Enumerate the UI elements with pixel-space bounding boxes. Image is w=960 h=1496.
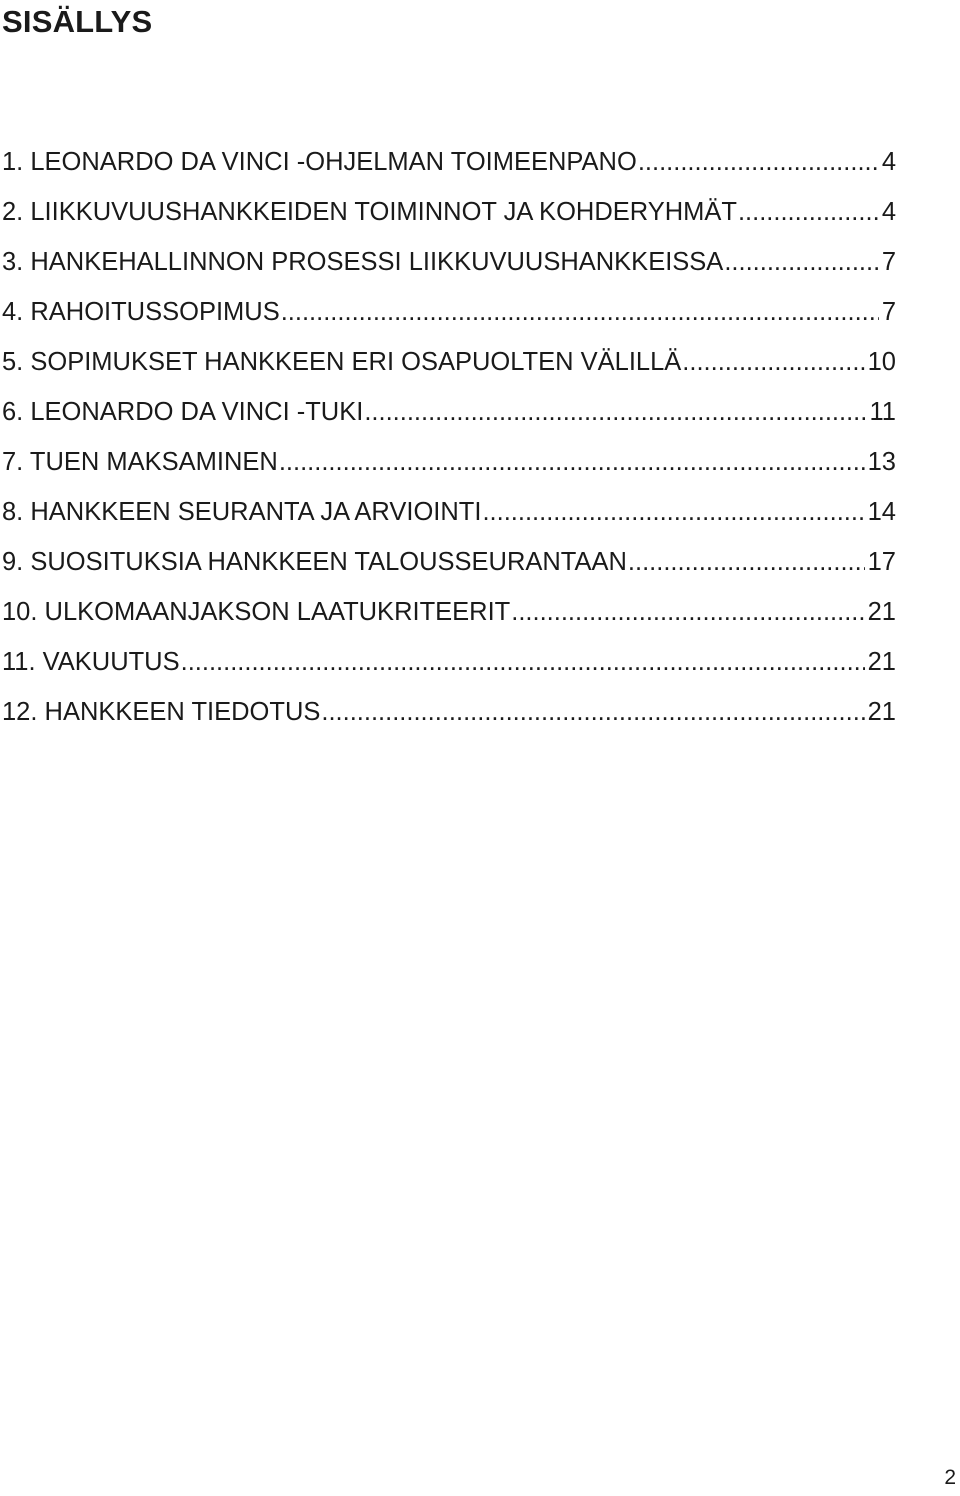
toc-entry[interactable]: [2, 190, 896, 240]
toc-entry-page: 14: [867, 498, 896, 526]
toc-entry[interactable]: [2, 340, 896, 390]
toc-entry-page: 13: [867, 448, 896, 476]
toc-dot-leader: [511, 590, 864, 634]
toc-entry-label: 7. TUEN MAKSAMINEN: [2, 448, 278, 476]
toc-entry-label: 2. LIIKKUVUUSHANKKEIDEN TOIMINNOT JA KOHDERYHMÄT: [2, 198, 737, 226]
toc-entry-page: 4: [881, 198, 896, 226]
toc-entry[interactable]: [2, 390, 896, 440]
toc-entry[interactable]: [2, 690, 896, 740]
toc-entry-page: 7: [881, 298, 896, 326]
toc-entry-label: 8. HANKKEEN SEURANTA JA ARVIOINTI: [2, 498, 482, 526]
table-of-contents: [2, 140, 896, 740]
toc-dot-leader: [321, 690, 864, 734]
toc-dot-leader: [279, 440, 865, 484]
toc-dot-leader: [628, 540, 865, 584]
toc-entry-label: 3. HANKEHALLINNON PROSESSI LIIKKUVUUSHANKKEISSA: [2, 248, 724, 276]
toc-entry[interactable]: [2, 140, 896, 190]
toc-entry-label: 11. VAKUUTUS: [2, 648, 180, 676]
toc-dot-leader: [682, 340, 864, 384]
toc-entry-page: 4: [881, 148, 896, 176]
toc-entry-label: 1. LEONARDO DA VINCI -OHJELMAN TOIMEENPANO: [2, 148, 637, 176]
toc-entry-label: 12. HANKKEEN TIEDOTUS: [2, 698, 321, 726]
toc-dot-leader: [482, 490, 864, 534]
toc-entry-page: 11: [869, 398, 896, 426]
toc-entry[interactable]: [2, 240, 896, 290]
toc-dot-leader: [181, 640, 865, 684]
toc-entry-label: 4. RAHOITUSSOPIMUS: [2, 298, 280, 326]
toc-entry[interactable]: [2, 590, 896, 640]
toc-dot-leader: [364, 390, 866, 434]
toc-entry-page: 21: [867, 648, 896, 676]
toc-entry[interactable]: [2, 640, 896, 690]
toc-dot-leader: [638, 140, 879, 184]
page-title: SISÄLLYS: [2, 4, 153, 39]
toc-entry-label: 6. LEONARDO DA VINCI -TUKI: [2, 398, 364, 426]
toc-entry[interactable]: [2, 490, 896, 540]
toc-entry[interactable]: [2, 440, 896, 490]
toc-dot-leader: [281, 290, 879, 334]
toc-entry-page: 21: [867, 698, 896, 726]
toc-entry[interactable]: [2, 290, 896, 340]
page-number: 2: [944, 1466, 956, 1489]
toc-entry[interactable]: [2, 540, 896, 590]
toc-entry-page: 17: [867, 548, 896, 576]
toc-entry-label: 10. ULKOMAANJAKSON LAATUKRITEERIT: [2, 598, 511, 626]
toc-entry-label: 5. SOPIMUKSET HANKKEEN ERI OSAPUOLTEN VÄLILLÄ: [2, 348, 682, 376]
toc-dot-leader: [738, 190, 879, 234]
toc-dot-leader: [724, 240, 879, 284]
toc-entry-page: 10: [867, 348, 896, 376]
toc-entry-page: 7: [881, 248, 896, 276]
toc-entry-label: 9. SUOSITUKSIA HANKKEEN TALOUSSEURANTAAN: [2, 548, 627, 576]
toc-entry-page: 21: [867, 598, 896, 626]
